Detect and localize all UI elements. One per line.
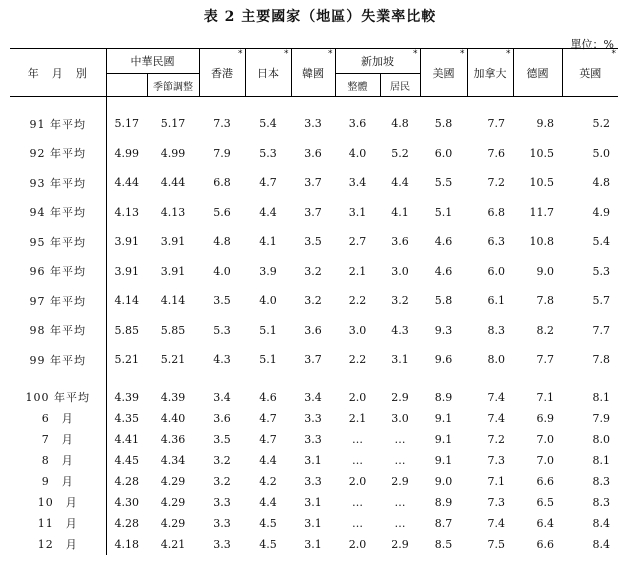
sg-resident-header: 居民: [380, 74, 420, 97]
cell-roc: 4.18: [106, 534, 147, 555]
row-label: 7 月: [41, 433, 74, 446]
cell-sg-total: 2.1: [348, 411, 367, 425]
cell-uk: 7.7: [592, 323, 610, 337]
row-label: 99 年平均: [29, 353, 86, 367]
document-title: 表 2 主要國家（地區）失業率比較: [203, 9, 437, 25]
korea-header: 韓國 *: [291, 49, 335, 97]
cell-germany: 6.5: [536, 495, 554, 509]
cell-germany: 7.7: [536, 353, 554, 367]
cell-hongkong: 4.0: [213, 264, 231, 278]
cell-roc: 4.30: [106, 492, 147, 513]
cell-uk: 8.3: [592, 474, 610, 488]
table-row: [10, 513, 618, 534]
cell-usa: 9.1: [434, 453, 453, 467]
cell-usa: 8.9: [434, 495, 453, 509]
cell-hongkong: 5.6: [213, 205, 231, 219]
cell-usa: 4.6: [434, 235, 453, 249]
cell-hongkong: 3.3: [213, 516, 231, 530]
singapore-header: 新加坡 *: [335, 49, 420, 74]
cell-japan: 5.4: [259, 117, 277, 131]
cell-korea: 3.3: [304, 411, 322, 425]
uk-header: 英國 *: [562, 49, 618, 97]
cell-roc-sa: 4.44: [160, 176, 186, 190]
cell-germany: 6.6: [536, 474, 554, 488]
spacer-row: [10, 375, 618, 387]
cell-japan: 4.7: [259, 432, 277, 446]
table-row: [10, 286, 618, 316]
cell-germany: 7.1: [536, 390, 554, 404]
cell-uk: 8.4: [592, 537, 610, 551]
row-label: 94 年平均: [29, 206, 86, 220]
cell-korea: 3.6: [304, 323, 322, 337]
cell-hongkong: 3.5: [213, 294, 231, 308]
row-label: 6 月: [41, 412, 74, 425]
row-label: 92 年平均: [29, 147, 86, 161]
cell-sg-total: 2.0: [348, 537, 367, 551]
cell-sg-total: …: [352, 495, 363, 509]
cell-hongkong: 3.2: [213, 453, 231, 467]
cell-sg-total: 3.4: [348, 176, 367, 190]
cell-roc-sa: 4.29: [160, 516, 186, 530]
cell-japan: 4.4: [259, 495, 277, 509]
cell-korea: 3.7: [304, 353, 322, 367]
cell-uk: 8.4: [592, 516, 610, 530]
row-label: 98 年平均: [29, 324, 86, 338]
cell-japan: 4.6: [259, 390, 277, 404]
cell-hongkong: 3.5: [213, 432, 231, 446]
unemployment-table: [10, 48, 618, 555]
period-header: 年 月 別: [10, 49, 106, 97]
cell-sg-resident: 3.1: [391, 353, 409, 367]
table-row: [10, 534, 618, 555]
table-row: [10, 198, 618, 228]
cell-roc: 4.41: [106, 429, 147, 450]
row-label: 96 年平均: [29, 265, 86, 279]
cell-usa: 5.5: [434, 176, 453, 190]
cell-canada: 7.4: [487, 390, 505, 404]
japan-header: 日本 *: [245, 49, 291, 97]
cell-roc: 4.28: [106, 471, 147, 492]
cell-roc: 3.91: [106, 227, 147, 257]
cell-uk: 5.7: [592, 294, 610, 308]
cell-germany: 7.0: [536, 453, 554, 467]
cell-korea: 3.3: [304, 432, 322, 446]
cell-roc-sa: 4.34: [160, 453, 186, 467]
cell-japan: 4.5: [259, 516, 277, 530]
cell-sg-resident: 2.9: [391, 474, 409, 488]
unit-label: 單位：%: [570, 38, 614, 51]
cell-uk: 8.1: [592, 390, 610, 404]
cell-canada: 6.3: [487, 235, 505, 249]
cell-sg-total: 2.2: [348, 294, 367, 308]
cell-korea: 3.3: [304, 117, 322, 131]
cell-sg-total: 2.1: [348, 264, 367, 278]
sg-total-header: 整體: [335, 74, 380, 97]
cell-korea: 3.1: [304, 495, 322, 509]
cell-roc: 4.35: [106, 408, 147, 429]
cell-hongkong: 4.3: [213, 353, 231, 367]
cell-germany: 6.4: [536, 516, 554, 530]
cell-hongkong: 7.9: [213, 146, 231, 160]
cell-sg-resident: 4.1: [391, 205, 409, 219]
cell-korea: 3.2: [304, 294, 322, 308]
table-row: [10, 492, 618, 513]
cell-hongkong: 3.3: [213, 495, 231, 509]
cell-uk: 5.2: [592, 117, 610, 131]
cell-sg-resident: 4.8: [391, 117, 409, 131]
cell-hongkong: 4.8: [213, 235, 231, 249]
cell-roc-sa: 5.17: [160, 117, 186, 131]
cell-korea: 3.4: [304, 390, 322, 404]
table-row: [10, 139, 618, 169]
cell-germany: 9.8: [536, 117, 554, 131]
cell-canada: 7.2: [487, 176, 505, 190]
cell-sg-total: 2.0: [348, 474, 367, 488]
cell-germany: 7.0: [536, 432, 554, 446]
cell-sg-total: …: [352, 516, 363, 530]
row-label: 95 年平均: [29, 235, 86, 249]
cell-canada: 7.3: [487, 453, 505, 467]
cell-sg-resident: …: [394, 516, 406, 530]
cell-sg-resident: 2.9: [391, 537, 409, 551]
cell-usa: 9.1: [434, 432, 453, 446]
cell-korea: 3.1: [304, 453, 322, 467]
cell-sg-resident: 2.9: [391, 390, 409, 404]
cell-sg-total: 3.6: [348, 117, 367, 131]
cell-roc: 4.45: [106, 450, 147, 471]
cell-japan: 3.9: [259, 264, 277, 278]
cell-korea: 3.5: [304, 235, 322, 249]
cell-sg-resident: 4.4: [391, 176, 409, 190]
cell-roc: 4.99: [106, 139, 147, 169]
table-row: [10, 257, 618, 287]
cell-usa: 4.6: [434, 264, 453, 278]
cell-roc-sa: 5.85: [160, 323, 186, 337]
cell-uk: 8.3: [592, 495, 610, 509]
cell-sg-total: …: [352, 453, 363, 467]
cell-sg-resident: 3.0: [391, 411, 409, 425]
cell-canada: 7.4: [487, 516, 505, 530]
table-row: [10, 168, 618, 198]
cell-hongkong: 6.8: [213, 176, 231, 190]
cell-sg-resident: 3.6: [391, 235, 409, 249]
cell-japan: 4.4: [259, 453, 277, 467]
cell-usa: 5.8: [434, 294, 453, 308]
cell-usa: 9.1: [434, 411, 453, 425]
cell-usa: 5.1: [434, 205, 453, 219]
cell-roc: 4.39: [106, 387, 147, 408]
cell-usa: 9.3: [434, 323, 453, 337]
cell-sg-resident: …: [394, 495, 406, 509]
cell-korea: 3.1: [304, 516, 322, 530]
cell-uk: 5.4: [592, 235, 610, 249]
cell-hongkong: 3.2: [213, 474, 231, 488]
cell-usa: 8.7: [434, 516, 453, 530]
cell-canada: 8.0: [487, 353, 505, 367]
table-row: [10, 450, 618, 471]
cell-uk: 5.0: [592, 146, 610, 160]
cell-canada: 7.1: [487, 474, 505, 488]
cell-sg-resident: 5.2: [391, 146, 409, 160]
cell-hongkong: 3.3: [213, 537, 231, 551]
cell-usa: 9.6: [434, 353, 453, 367]
cell-korea: 3.2: [304, 264, 322, 278]
cell-sg-total: 2.7: [348, 235, 367, 249]
cell-roc-sa: 5.21: [160, 353, 186, 367]
cell-korea: 3.7: [304, 176, 322, 190]
cell-canada: 7.7: [487, 117, 505, 131]
cell-roc-sa: 3.91: [160, 235, 186, 249]
cell-roc: 4.44: [106, 168, 147, 198]
cell-canada: 6.0: [487, 264, 505, 278]
cell-japan: 4.1: [259, 235, 277, 249]
cell-korea: 3.1: [304, 537, 322, 551]
cell-roc: 4.28: [106, 513, 147, 534]
spacer-row: [10, 97, 618, 110]
cell-germany: 9.0: [536, 264, 554, 278]
cell-canada: 7.4: [487, 411, 505, 425]
cell-canada: 7.6: [487, 146, 505, 160]
cell-roc: 5.21: [106, 345, 147, 375]
cell-usa: 6.0: [434, 146, 453, 160]
row-label: 100 年平均: [25, 391, 90, 404]
table-row: [10, 345, 618, 375]
cell-germany: 6.6: [536, 537, 554, 551]
table-row: [10, 316, 618, 346]
cell-uk: 7.9: [592, 411, 610, 425]
roc-sa-header: 季節調整: [147, 74, 199, 97]
cell-germany: 7.8: [536, 294, 554, 308]
cell-sg-total: …: [352, 432, 363, 446]
cell-sg-resident: 3.0: [391, 264, 409, 278]
cell-germany: 6.9: [536, 411, 554, 425]
table-row: [10, 387, 618, 408]
cell-uk: 8.1: [592, 453, 610, 467]
cell-roc: 5.85: [106, 316, 147, 346]
cell-sg-resident: …: [394, 432, 406, 446]
cell-uk: 5.3: [592, 264, 610, 278]
cell-sg-total: 4.0: [348, 146, 367, 160]
cell-japan: 5.1: [259, 323, 277, 337]
cell-sg-resident: 4.3: [391, 323, 409, 337]
roc-header: 中華民國: [106, 49, 199, 74]
cell-korea: 3.3: [304, 474, 322, 488]
cell-japan: 4.2: [259, 474, 277, 488]
cell-germany: 10.5: [529, 146, 554, 160]
cell-uk: 7.8: [592, 353, 610, 367]
cell-usa: 8.5: [434, 537, 453, 551]
table-row: [10, 109, 618, 139]
cell-roc: 5.17: [106, 109, 147, 139]
cell-usa: 5.8: [434, 117, 453, 131]
roc-raw-header: [106, 74, 147, 97]
cell-hongkong: 7.3: [213, 117, 231, 131]
cell-canada: 7.2: [487, 432, 505, 446]
cell-hongkong: 3.6: [213, 411, 231, 425]
cell-hongkong: 5.3: [213, 323, 231, 337]
cell-roc: 4.13: [106, 198, 147, 228]
germany-header: 德國: [513, 49, 562, 97]
cell-uk: 8.0: [592, 432, 610, 446]
cell-sg-total: 2.0: [348, 390, 367, 404]
canada-header: 加拿大 *: [467, 49, 513, 97]
row-label: 91 年平均: [29, 117, 86, 131]
cell-japan: 4.0: [259, 294, 277, 308]
cell-roc-sa: 4.13: [160, 205, 186, 219]
cell-canada: 6.8: [487, 205, 505, 219]
cell-roc-sa: 3.91: [160, 264, 186, 278]
cell-roc-sa: 4.99: [160, 146, 186, 160]
cell-roc-sa: 4.21: [160, 537, 186, 551]
row-label: 10 月: [37, 496, 78, 509]
cell-japan: 4.7: [259, 176, 277, 190]
row-label: 97 年平均: [29, 294, 86, 308]
cell-roc-sa: 4.40: [160, 411, 186, 425]
row-label: 11 月: [37, 517, 78, 530]
cell-korea: 3.6: [304, 146, 322, 160]
cell-japan: 4.5: [259, 537, 277, 551]
table-body: [10, 97, 618, 555]
cell-germany: 10.8: [529, 235, 554, 249]
cell-germany: 10.5: [529, 176, 554, 190]
cell-canada: 7.3: [487, 495, 505, 509]
cell-canada: 6.1: [487, 294, 505, 308]
cell-usa: 8.9: [434, 390, 453, 404]
cell-japan: 5.3: [259, 146, 277, 160]
cell-sg-resident: …: [394, 453, 406, 467]
cell-japan: 4.4: [259, 205, 277, 219]
usa-header: 美國 *: [420, 49, 467, 97]
row-label: 93 年平均: [29, 176, 86, 190]
row-label: 9 月: [41, 475, 74, 488]
cell-roc: 4.14: [106, 286, 147, 316]
cell-canada: 7.5: [487, 537, 505, 551]
cell-sg-total: 3.0: [348, 323, 367, 337]
cell-germany: 11.7: [529, 205, 554, 219]
row-label: 12 月: [37, 538, 78, 551]
row-label: 8 月: [41, 454, 74, 467]
cell-sg-total: 3.1: [348, 205, 367, 219]
cell-roc-sa: 4.29: [160, 474, 186, 488]
cell-japan: 5.1: [259, 353, 277, 367]
cell-usa: 9.0: [434, 474, 453, 488]
cell-roc: 3.91: [106, 257, 147, 287]
cell-sg-resident: 3.2: [391, 294, 409, 308]
cell-canada: 8.3: [487, 323, 505, 337]
cell-japan: 4.7: [259, 411, 277, 425]
cell-roc-sa: 4.36: [160, 432, 186, 446]
hongkong-header: 香港 *: [199, 49, 245, 97]
table-row: [10, 408, 618, 429]
table-row: [10, 429, 618, 450]
cell-germany: 8.2: [536, 323, 554, 337]
table-row: [10, 471, 618, 492]
table-row: [10, 227, 618, 257]
cell-uk: 4.8: [592, 176, 610, 190]
cell-uk: 4.9: [592, 205, 610, 219]
cell-sg-total: 2.2: [348, 353, 367, 367]
cell-roc-sa: 4.29: [160, 495, 186, 509]
cell-roc-sa: 4.14: [160, 294, 186, 308]
cell-korea: 3.7: [304, 205, 322, 219]
cell-hongkong: 3.4: [213, 390, 231, 404]
cell-roc-sa: 4.39: [160, 390, 186, 404]
